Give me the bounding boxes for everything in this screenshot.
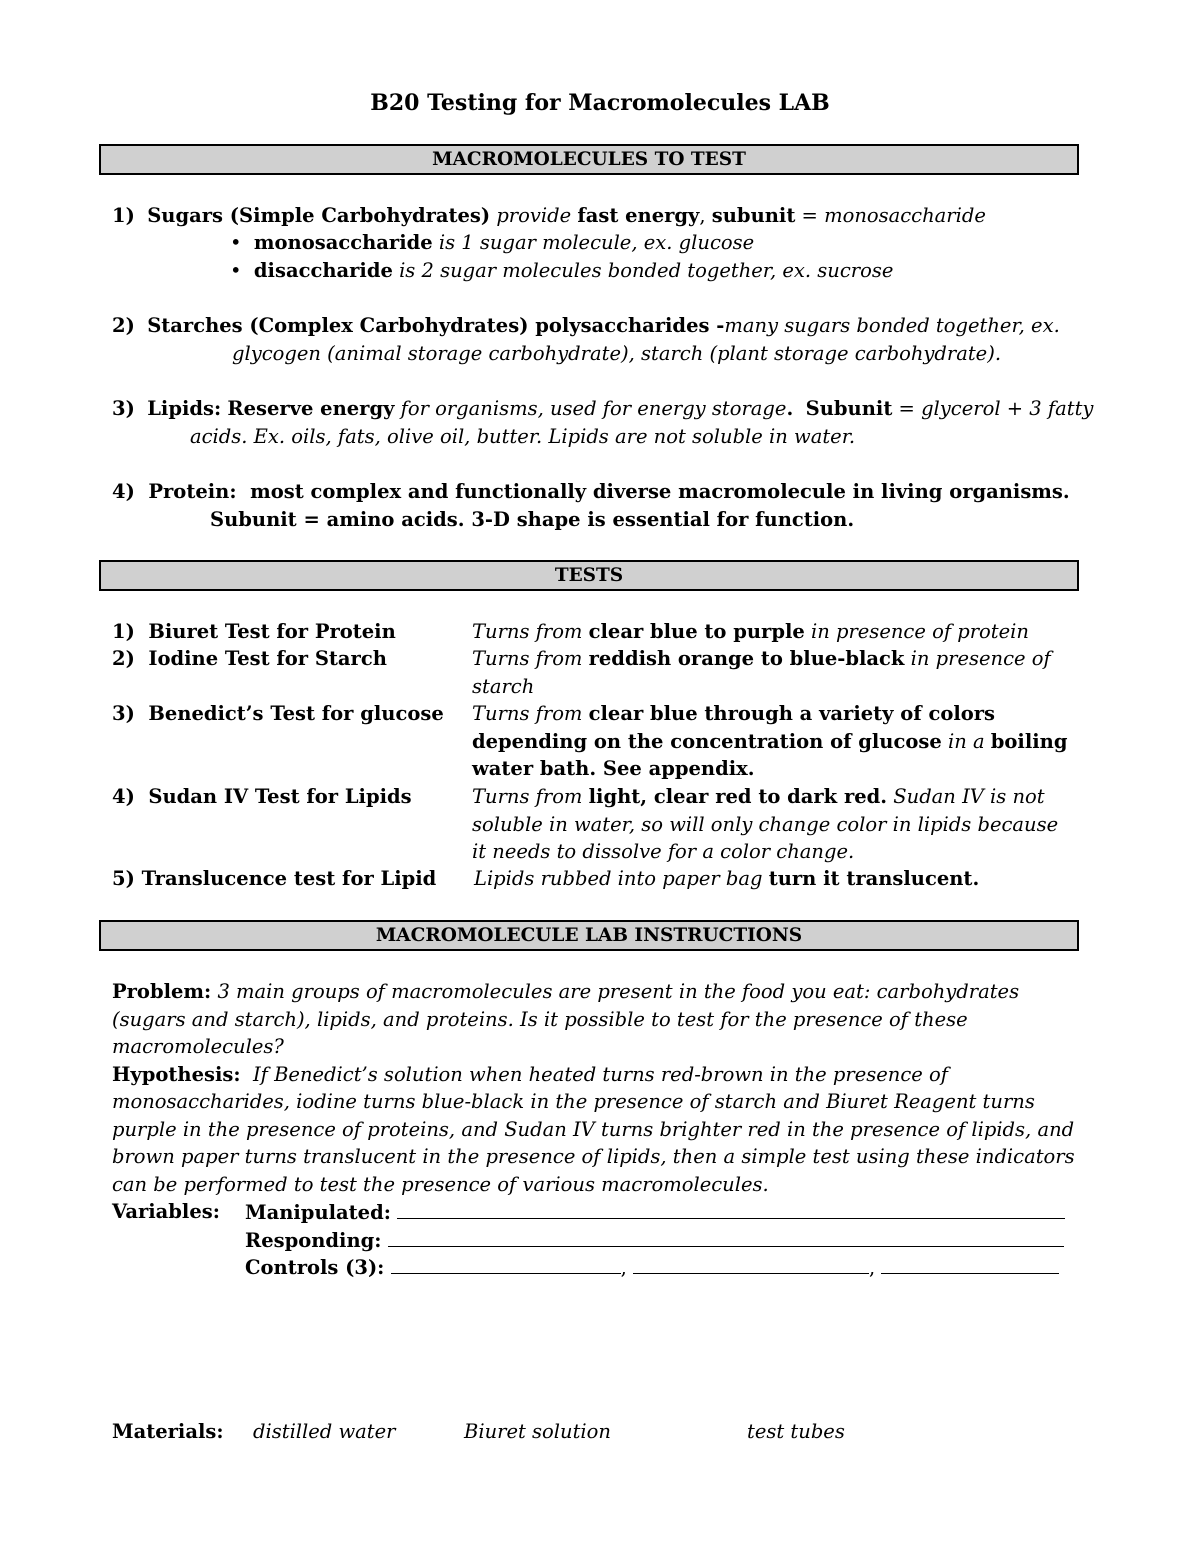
variable-responding-row — [245, 1226, 1064, 1254]
test-desc-iodine — [472, 645, 1052, 700]
item-text: , — [699, 204, 706, 227]
item-text-bold: Subunit — [805, 397, 893, 420]
item-text: for organisms, used for energy storage — [400, 397, 787, 420]
test-desc-sudan — [472, 783, 1077, 866]
item-text-continued: acids. Ex. oils, fats, olive oil, butter. Lipids are not soluble in water. — [190, 425, 856, 448]
item-name: Starches (Complex Carbohydrates) polysaccharides - — [147, 314, 725, 337]
item-name: Sugars (Simple Carbohydrates) — [147, 204, 491, 227]
problem-label: Problem: — [112, 980, 212, 1003]
test-desc-text: Sudan IV is not soluble in water, so will only change color in lipids because it needs to dissolve for a color change. — [472, 785, 1059, 863]
item-number: 2) — [112, 314, 135, 337]
item-number: 3) — [112, 397, 135, 420]
control-blank-3[interactable] — [881, 1253, 1059, 1274]
macromolecule-item-lipids — [112, 395, 1093, 422]
bullet-desc: is 1 sugar molecule, ex. glucose — [438, 231, 755, 254]
item-number: 4) — [112, 480, 135, 503]
item-number: 1) — [112, 204, 135, 227]
bullet-term: disaccharide — [253, 259, 393, 282]
item-text: = glycerol + 3 fatty — [898, 397, 1094, 420]
test-desc-bold: reddish orange to blue-black — [588, 647, 905, 670]
control-blank-2[interactable] — [633, 1253, 869, 1274]
test-desc-text: Turns from — [472, 620, 583, 643]
item-name: Lipids: — [147, 397, 222, 420]
test-name: Iodine Test for Starch — [148, 647, 387, 670]
test-name-translucence — [112, 865, 436, 892]
control-blank-1[interactable] — [391, 1253, 621, 1274]
test-desc-text: Turns from — [472, 785, 583, 808]
material-item: Biuret solution — [464, 1420, 611, 1443]
item-text-continued: Subunit = amino acids. 3-D shape is essential for function. — [210, 508, 855, 531]
bullet-desc: is 2 sugar molecules bonded together, ex. sucrose — [399, 259, 894, 282]
section-header-macromolecules: MACROMOLECULES TO TEST — [99, 144, 1079, 175]
test-desc-text: in presence of starch — [472, 647, 1051, 698]
bullet-icon: • — [230, 259, 242, 282]
test-name-iodine — [112, 645, 387, 672]
manipulated-blank[interactable] — [397, 1198, 1065, 1219]
item-text: . — [786, 397, 794, 420]
responding-label: Responding: — [245, 1229, 382, 1252]
item-text-bold: Reserve energy — [227, 397, 395, 420]
section-header-tests: TESTS — [99, 560, 1079, 591]
test-desc-text: in a — [947, 729, 985, 753]
test-desc-bold: boiling water bath. See appendix. — [472, 729, 1068, 780]
bullet-icon: • — [230, 231, 242, 254]
bullet-monosaccharide — [230, 229, 754, 256]
test-name: Translucence test for Lipid — [141, 867, 437, 890]
test-name-benedicts — [112, 700, 444, 727]
test-desc-bold: turn it translucent. — [768, 867, 980, 890]
item-text: = monosaccharide — [801, 204, 986, 227]
macromolecule-item-protein — [112, 478, 1070, 505]
hypothesis-text: If Benedict’s solution when heated turns red-brown in the presence of monosaccharides, iodine turns blue-black in the presence of starch and Biuret Reagent turns purple in the presence of proteins, and Sudan IV turns brighter red in the presence of lipids, and brown paper turns translucent in the presence of lipids, then a simple test using these indicators can be performed to test the presence of various macromolecules. — [112, 1062, 1075, 1196]
controls-label: Controls (3): — [245, 1256, 385, 1279]
item-text: provide — [496, 204, 572, 227]
bullet-disaccharide — [230, 257, 893, 284]
test-name-biuret — [112, 618, 396, 645]
test-number: 1) — [112, 620, 135, 643]
item-name: Protein: — [148, 480, 237, 503]
comma: , — [869, 1256, 876, 1279]
bullet-term: monosaccharide — [253, 231, 433, 254]
material-item: distilled water — [253, 1420, 396, 1443]
variable-manipulated-row — [245, 1198, 1065, 1226]
test-desc-translucence — [474, 865, 979, 892]
responding-blank[interactable] — [388, 1226, 1064, 1247]
test-desc-benedicts — [472, 700, 1072, 783]
test-number: 4) — [112, 785, 135, 808]
test-desc-bold: clear blue through a variety of colors depending on the concentration of glucose — [472, 702, 996, 753]
test-desc-bold: clear blue to purple — [588, 620, 805, 643]
test-name-sudan — [112, 783, 412, 810]
macromolecule-item-starches — [112, 312, 1060, 339]
test-desc-text: in presence of protein — [810, 620, 1029, 643]
item-text-bold: fast energy — [577, 204, 700, 227]
test-name: Sudan IV Test for Lipids — [148, 785, 412, 808]
test-name: Benedict’s Test for glucose — [148, 702, 444, 725]
test-number: 5) — [112, 867, 135, 890]
item-text-bold: subunit — [711, 204, 796, 227]
hypothesis-label: Hypothesis: — [112, 1062, 241, 1086]
problem-statement — [112, 978, 1087, 1198]
problem-text: 3 main groups of macromolecules are present in the food you eat: carbohydrates (sugars and starch), lipids, and proteins. Is it possible to test for the presence of these macromolecules? — [112, 980, 1020, 1058]
test-desc-text: Turns from — [472, 647, 583, 670]
macromolecule-item-sugars — [112, 202, 986, 229]
variable-controls-row — [245, 1253, 1059, 1281]
material-item: test tubes — [747, 1420, 845, 1443]
test-name: Biuret Test for Protein — [148, 620, 396, 643]
section-header-instructions: MACROMOLECULE LAB INSTRUCTIONS — [99, 920, 1079, 951]
item-text: many sugars bonded together, ex. — [724, 314, 1060, 337]
test-desc-text: Lipids rubbed into paper bag — [474, 867, 763, 890]
test-desc-bold: light, clear red to dark red. — [588, 785, 888, 808]
variables-label: Variables: — [112, 1200, 220, 1223]
materials-label: Materials: — [112, 1420, 224, 1443]
item-text: most complex and functionally diverse macromolecule in living organisms. — [250, 480, 1070, 503]
test-desc-text: Turns from — [472, 702, 583, 725]
test-desc-biuret — [472, 618, 1072, 646]
item-text-continued: glycogen (animal storage carbohydrate), starch (plant storage carbohydrate). — [232, 342, 1002, 365]
comma: , — [620, 1256, 627, 1279]
page-title: B20 Testing for Macromolecules LAB — [370, 90, 830, 116]
test-number: 2) — [112, 647, 135, 670]
test-number: 3) — [112, 702, 135, 725]
manipulated-label: Manipulated: — [245, 1201, 391, 1224]
